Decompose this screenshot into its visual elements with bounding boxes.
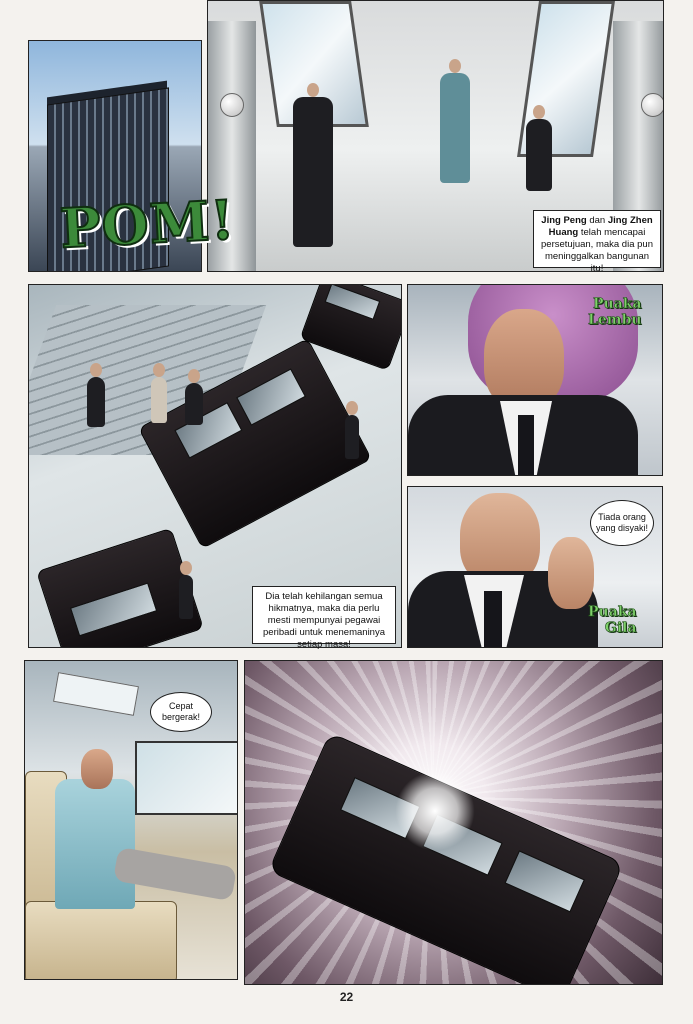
panel-limousine-speeding xyxy=(244,660,663,985)
light-flare xyxy=(395,771,475,851)
hand-earpiece xyxy=(548,537,594,609)
walker-3 xyxy=(185,383,203,425)
walker-2 xyxy=(151,377,167,423)
speech-bubble-no-suspects: Tiada orang yang disyaki! xyxy=(590,500,654,546)
caption-text-agreement: telah mencapai persetujuan, maka dia pun meninggalkan bangunan itu! xyxy=(541,227,653,274)
name-tag-puaka-gila xyxy=(588,604,637,636)
guard-standing xyxy=(345,415,359,459)
figure-bald-man xyxy=(526,119,552,191)
tie-puaka-gila xyxy=(484,591,502,648)
ceiling-light xyxy=(53,672,139,716)
caption-name-jing-peng: Jing Peng xyxy=(541,215,587,226)
name-tag-puaka-gila-line2: Gila xyxy=(604,620,637,636)
sound-effect-pom: POM! xyxy=(58,187,237,261)
speech-bubble-hurry: Cepat bergerak! xyxy=(150,692,212,732)
lamp-right xyxy=(641,93,664,117)
caption-bodyguard: Dia telah kehilangan semua hikmatnya, maka dia perlu mesti mempunyai pegawai peribadi untuk menemaninya setiap masa! xyxy=(252,586,396,644)
caption-agreement xyxy=(533,210,661,274)
guard-near-car xyxy=(179,575,193,619)
caption-name-jing-zhen-huang: Jing Zhen Huang xyxy=(548,215,653,238)
lamp-left xyxy=(220,93,244,117)
page-number: 22 xyxy=(339,990,354,1004)
car-window xyxy=(135,741,238,815)
passenger-coat xyxy=(55,779,135,909)
seat-cushion xyxy=(25,901,177,980)
face-puaka-lembu xyxy=(484,309,564,409)
caption-text-dan: dan xyxy=(589,215,606,226)
passenger-face xyxy=(81,749,113,789)
name-tag-puaka-lembu-line1: Puaka xyxy=(592,296,642,312)
name-tag-puaka-gila-line1: Puaka xyxy=(588,604,637,620)
name-tag-puaka-lembu-line2: Lembu xyxy=(588,312,642,328)
tie-puaka-lembu xyxy=(518,415,534,476)
name-tag-puaka-lembu xyxy=(588,296,642,328)
figure-long-hair-man xyxy=(293,97,333,247)
walker-1 xyxy=(87,377,105,427)
figure-leader xyxy=(440,73,470,183)
